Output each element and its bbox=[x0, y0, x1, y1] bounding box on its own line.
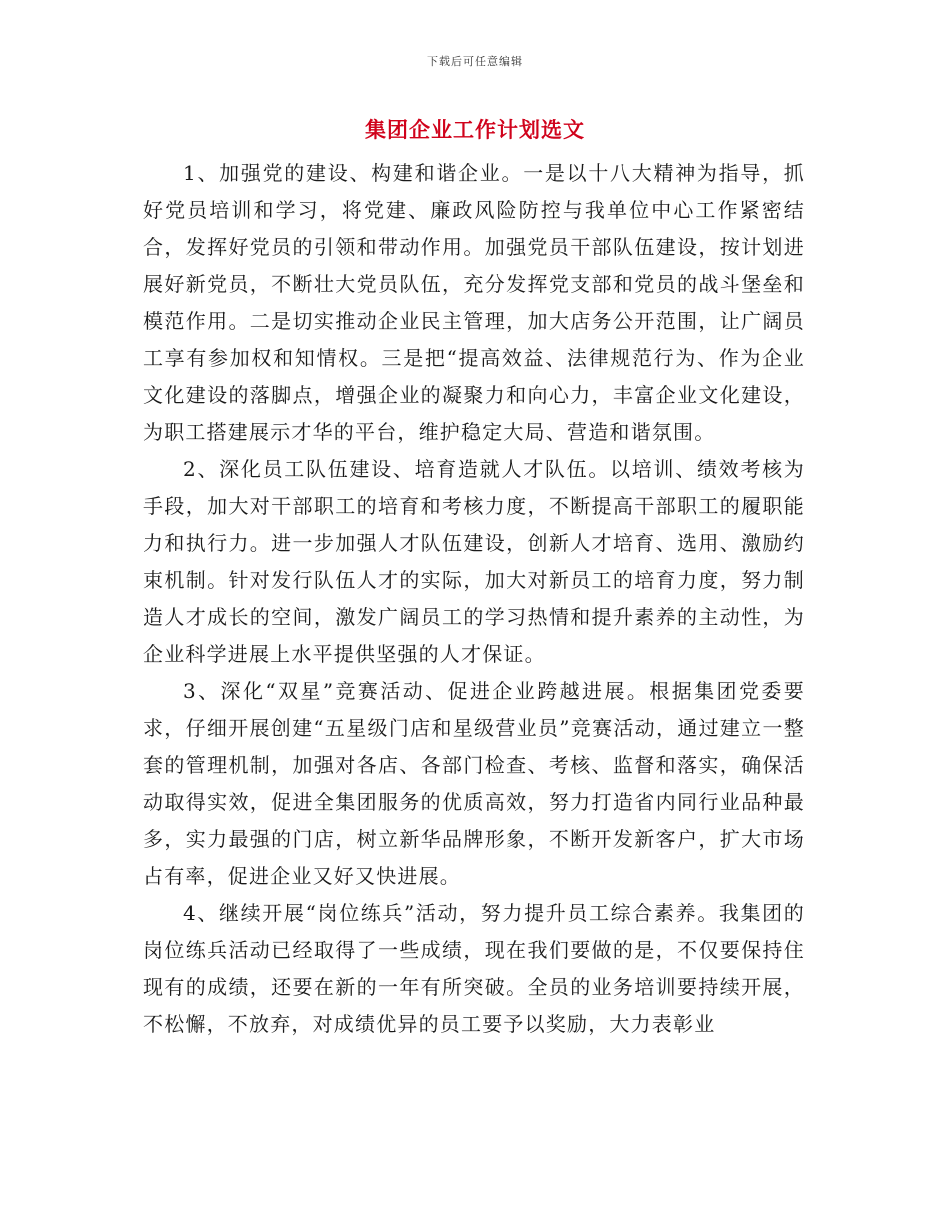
paragraph-3: 3、深化“双星”竞赛活动、促进企业跨越进展。根据集团党委要求，仔细开展创建“五星级门店和星级营业员”竞赛活动，通过建立一整套的管理机制，加强对各店、各部门检查、考核、监督和落实，确保活动取得实效，促进全集团服务的优质高效，努力打造省内同行业品种最多，实力最强的门店，树立新华品牌形象，不断开发新客户，扩大市场占有率，促进企业又好又快进展。 bbox=[143, 679, 805, 888]
document-body bbox=[143, 155, 805, 1043]
header-note: 下载后可任意编辑 bbox=[427, 55, 523, 68]
paragraph-4: 4、继续开展“岗位练兵”活动，努力提升员工综合素养。我集团的岗位练兵活动已经取得了一些成绩，现在我们要做的是，不仅要保持住现有的成绩，还要在新的一年有所突破。全员的业务培训要持续开展，不松懈，不放弃，对成绩优异的员工要予以奖励，大力表彰业 bbox=[143, 901, 805, 1036]
document-title: 集团企业工作计划选文 bbox=[365, 117, 585, 142]
paragraph-2: 2、深化员工队伍建设、培育造就人才队伍。以培训、绩效考核为手段，加大对干部职工的培育和考核力度，不断提高干部职工的履职能力和执行力。进一步加强人才队伍建设，创新人才培育、选用、激励约束机制。针对发行队伍人才的实际，加大对新员工的培育力度，努力制造人才成长的空间，激发广阔员工的学习热情和提升素养的主动性，为企业科学进展上水平提供坚强的人才保证。 bbox=[143, 457, 805, 666]
paragraph-1: 1、加强党的建设、构建和谐企业。一是以十八大精神为指导，抓好党员培训和学习，将党建、廉政风险防控与我单位中心工作紧密结合，发挥好党员的引领和带动作用。加强党员干部队伍建设，按计划进展好新党员，不断壮大党员队伍，充分发挥党支部和党员的战斗堡垒和模范作用。二是切实推动企业民主管理，加大店务公开范围，让广阔员工享有参加权和知情权。三是把“提高效益、法律规范行为、作为企业文化建设的落脚点，增强企业的凝聚力和向心力，丰富企业文化建设，为职工搭建展示才华的平台，维护稳定大局、营造和谐氛围。 bbox=[143, 161, 805, 444]
